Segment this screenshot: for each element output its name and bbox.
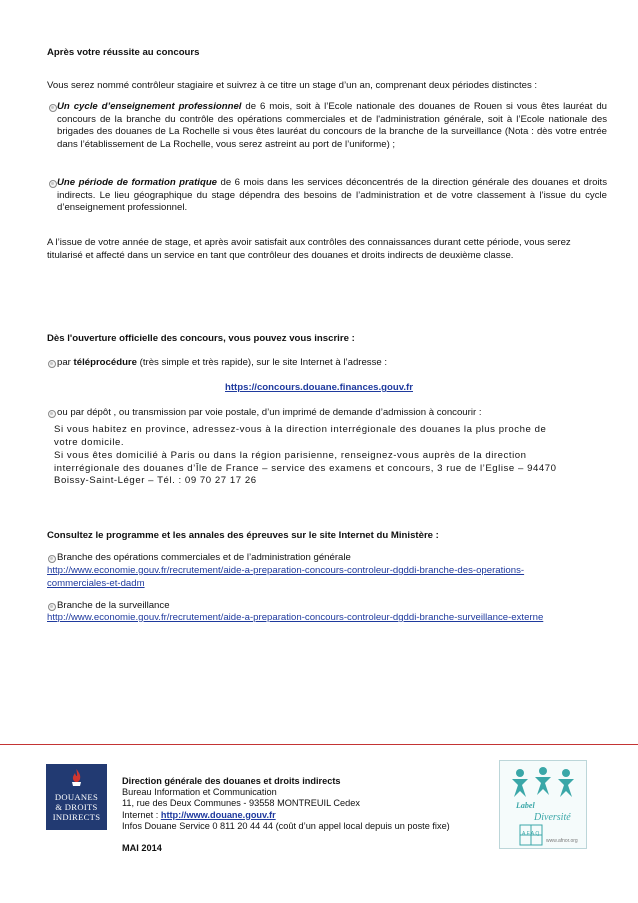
label-afnor: AFAQ [522,831,541,837]
bullet2-text: de 6 mois dans les services déconcentrés de la direction générale des douanes et droits indirects. Le lieu géographique du stage dépendra des besoins de l’administration et de votre classement à l’issue du cycle d’enseignement professionnel. [57,177,608,213]
branch1-link-wrap [47,565,617,590]
branch2-label: Branche de la surveillance [57,600,170,611]
label-diversite-logo [499,760,587,849]
bullet-icon [48,603,56,611]
branch1-label: Branche des opérations commerciales et de l’administration générale [57,552,351,563]
section1-conclusion: A l’issue de votre année de stage, et après avoir satisfait aux contrôles des connaissances durant cette période, vous serez titularisé et affecté dans un service en tant que contrôleur des douanes et droits indirects de deuxième classe. [47,237,571,261]
section3-heading: Consultez le programme et les annales des épreuves sur le site Internet du Ministère : [47,530,439,541]
section1-intro: Vous serez nommé contrôleur stagiaire et suivrez à ce titre un stage d’un an, comprenant deux périodes distinctes : [47,80,538,91]
bullet-periode-formation [57,177,607,215]
footer-internet [122,810,450,821]
concours-url-line [0,382,638,395]
bullet2-title: Une période de formation pratique [57,177,218,188]
province-info: Si vous habitez en province, adressez-vous à la direction interrégionale des douanes la plus proche de votre domicile. [54,424,547,448]
logo-line-2: & DROITS [55,802,98,812]
bullet-icon [48,555,56,563]
douanes-logo [46,764,107,830]
footer-internet-link[interactable]: http://www.douane.gouv.fr [160,809,276,820]
branch2-link[interactable]: http://www.economie.gouv.fr/recrutement/aide-a-preparation-concours-controleur-dgddi-branche-surveillance-externe [47,612,544,623]
footer-bureau: Bureau Information et Communication [122,787,277,798]
section1-heading: Après votre réussite au concours [47,47,200,58]
bullet-icon [49,180,57,188]
flame-emblem-icon [69,768,84,788]
bullet-icon [49,104,57,112]
bullet1-text: de 6 mois, soit à l’Ecole nationale des douanes de Rouen si vous êtes lauréat du concours de la branche du contrôle des opérations commerciales et de l'administration générale, soit à l’Ecole nationale des brigades des douanes de La Rochelle si vous êtes lauréat du concours de la branche de la surveillance (Nota : dès votre entrée dans l’établissement de La Rochelle, vous serez astreint au port de l’uniforme) ; [57,101,607,150]
section2-heading: Dès l'ouverture officielle des concours, vous pouvez vous inscrire : [47,333,355,344]
option1-suffix: (très simple et très rapide), sur le site Internet à l’adresse : [137,357,388,368]
footer-internet-label: Internet : [122,809,161,820]
label-site: www.afnor.org [546,838,578,844]
branch1-link[interactable]: http://www.economie.gouv.fr/recrutement/aide-a-preparation-concours-controleur-dgddi-branche-des-operations- [47,565,525,576]
concours-url-link[interactable]: https://concours.douane.finances.gouv.fr [225,382,413,393]
option1-prefix: par [57,357,74,368]
diversity-figures-icon [500,761,586,848]
footer-date: MAI 2014 [122,843,162,854]
option-teleprocedure [57,357,607,370]
option-depot: ou par dépôt , ou transmission par voie postale, d’un imprimé de demande d’admission à concourir : [57,407,482,418]
footer-contact [122,776,450,854]
branch2-link-wrap [47,612,627,625]
label-title: Label [516,801,535,810]
bullet-icon [48,410,56,418]
footer-divider [0,744,638,745]
footer-infos: Infos Douane Service 0 811 20 44 44 (coût d’un appel local depuis un poste fixe) [122,820,450,831]
logo-line-3: INDIRECTS [52,812,101,822]
branch1-link-cont[interactable]: commerciales-et-dadm [47,577,145,589]
bullet-cycle-enseignement [57,101,607,151]
logo-line-1: DOUANES [54,792,99,802]
bullet-icon [48,360,56,368]
label-subtitle: Diversité [534,812,571,823]
bullet1-title: Un cycle d’enseignement professionnel [57,101,242,112]
footer-org: Direction générale des douanes et droits indirects [122,776,341,786]
footer-address: 11, rue des Deux Communes - 93558 MONTREUIL Cedex [122,798,360,809]
paris-info: Si vous êtes domicilié à Paris ou dans la région parisienne, renseignez-vous auprès de la direction interrégionale des douanes d’Île de France – service des examens et concours, 3 rue de l’Eglise – 94470 Boissy-Saint-Léger – Tél. : 09 70 27 17 26 [54,450,557,486]
option1-bold: téléprocédure [73,357,137,368]
